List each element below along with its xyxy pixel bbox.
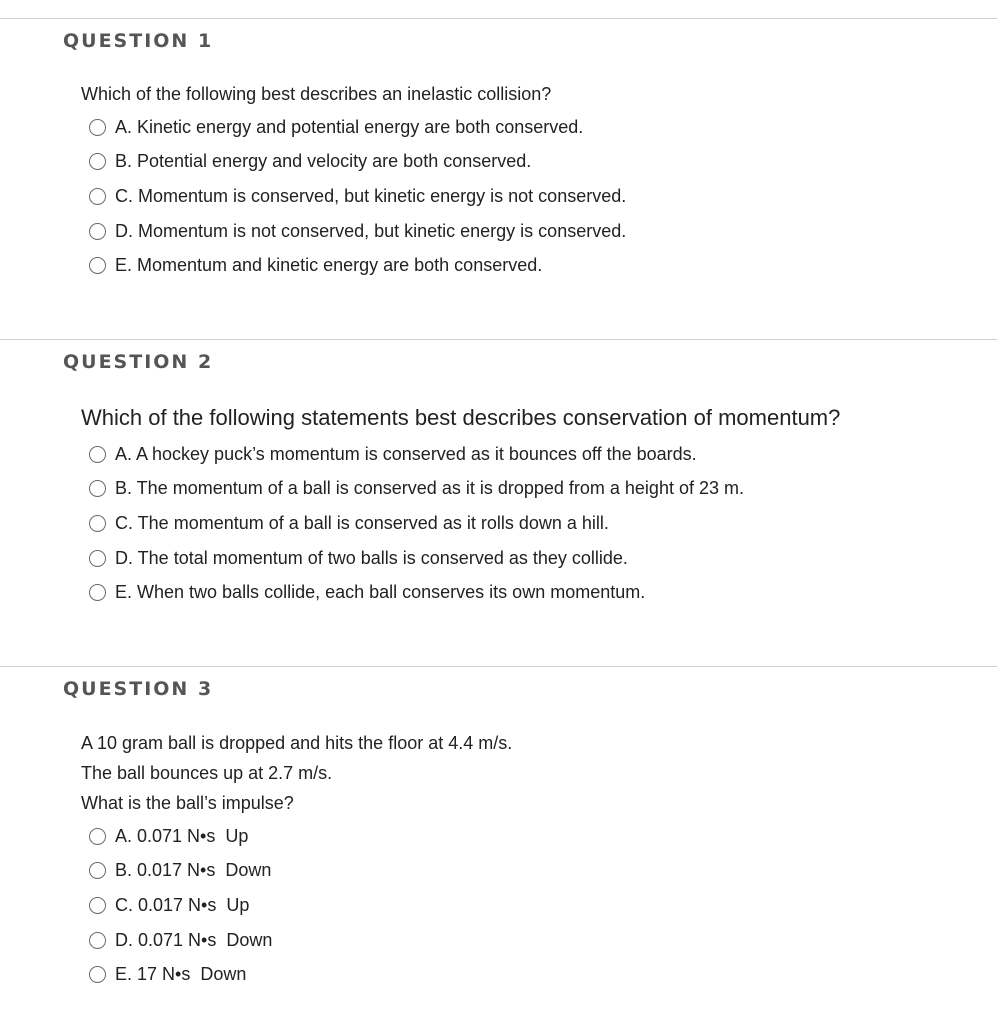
answer-label: A. A hockey puck’s momentum is conserved as it bounces off the boards. [115,443,697,464]
radio-button[interactable] [89,223,106,240]
answer-label: D. The total momentum of two balls is conserved as they collide. [115,547,628,568]
prompt-line: The ball bounces up at 2.7 m/s. [81,763,333,783]
radio-button[interactable] [89,550,106,567]
radio-button[interactable] [89,257,106,274]
radio-button[interactable] [89,480,106,497]
answer-option-d[interactable] [89,923,272,958]
answer-label: C. Momentum is conserved, but kinetic energy is not conserved. [115,185,627,206]
divider [0,18,997,19]
radio-button[interactable] [89,828,106,845]
answer-label: C. 0.017 N•s Up [115,894,250,915]
answer-label: C. The momentum of a ball is conserved as it rolls down a hill. [115,512,609,533]
question-prompt [81,79,551,109]
question-header: QUESTION 1 [63,30,214,52]
radio-button[interactable] [89,897,106,914]
answer-label: B. The momentum of a ball is conserved as it is dropped from a height of 23 m. [115,478,744,499]
prompt-line: A 10 gram ball is dropped and hits the floor at 4.4 m/s. [81,733,513,753]
answer-label: A. 0.071 N•s Up [115,825,249,846]
answer-option-a[interactable] [89,437,744,472]
radio-button[interactable] [89,862,106,879]
question-1 [0,18,997,338]
answer-option-b[interactable] [89,472,744,507]
question-2 [0,339,997,665]
answer-option-a[interactable] [89,110,626,145]
radio-button[interactable] [89,446,106,463]
radio-button[interactable] [89,188,106,205]
answer-label: B. 0.017 N•s Down [115,860,272,881]
question-3 [0,666,997,1024]
radio-button[interactable] [89,584,106,601]
answer-options [89,437,744,610]
answer-option-e[interactable] [89,957,272,992]
question-prompt [81,403,840,433]
radio-button[interactable] [89,932,106,949]
answer-label: E. Momentum and kinetic energy are both conserved. [115,255,543,276]
divider [0,339,997,340]
answer-option-c[interactable] [89,888,272,923]
answer-option-b[interactable] [89,145,626,180]
answer-option-a[interactable] [89,819,272,854]
prompt-line: What is the ball’s impulse? [81,793,294,813]
radio-button[interactable] [89,119,106,136]
answer-label: D. 0.071 N•s Down [115,929,273,950]
answer-label: A. Kinetic energy and potential energy are both conserved. [115,116,584,137]
answer-option-d[interactable] [89,541,744,576]
radio-button[interactable] [89,966,106,983]
answer-option-d[interactable] [89,214,626,249]
answer-label: E. When two balls collide, each ball conserves its own momentum. [115,582,646,603]
answer-label: E. 17 N•s Down [115,964,247,985]
radio-button[interactable] [89,153,106,170]
answer-option-c[interactable] [89,506,744,541]
question-header: QUESTION 2 [63,351,214,373]
answer-option-b[interactable] [89,854,272,889]
question-header: QUESTION 3 [63,678,214,700]
answer-options [89,819,272,992]
prompt-line: Which of the following statements best describes conservation of momentum? [81,405,841,430]
answer-label: D. Momentum is not conserved, but kinetic energy is conserved. [115,220,627,241]
answer-option-e[interactable] [89,575,744,610]
answer-option-c[interactable] [89,179,626,214]
radio-button[interactable] [89,515,106,532]
question-prompt [81,728,512,818]
answer-options [89,110,626,283]
answer-label: B. Potential energy and velocity are both conserved. [115,151,532,172]
prompt-line: Which of the following best describes an inelastic collision? [81,84,552,104]
answer-option-e[interactable] [89,248,626,283]
divider [0,666,997,667]
